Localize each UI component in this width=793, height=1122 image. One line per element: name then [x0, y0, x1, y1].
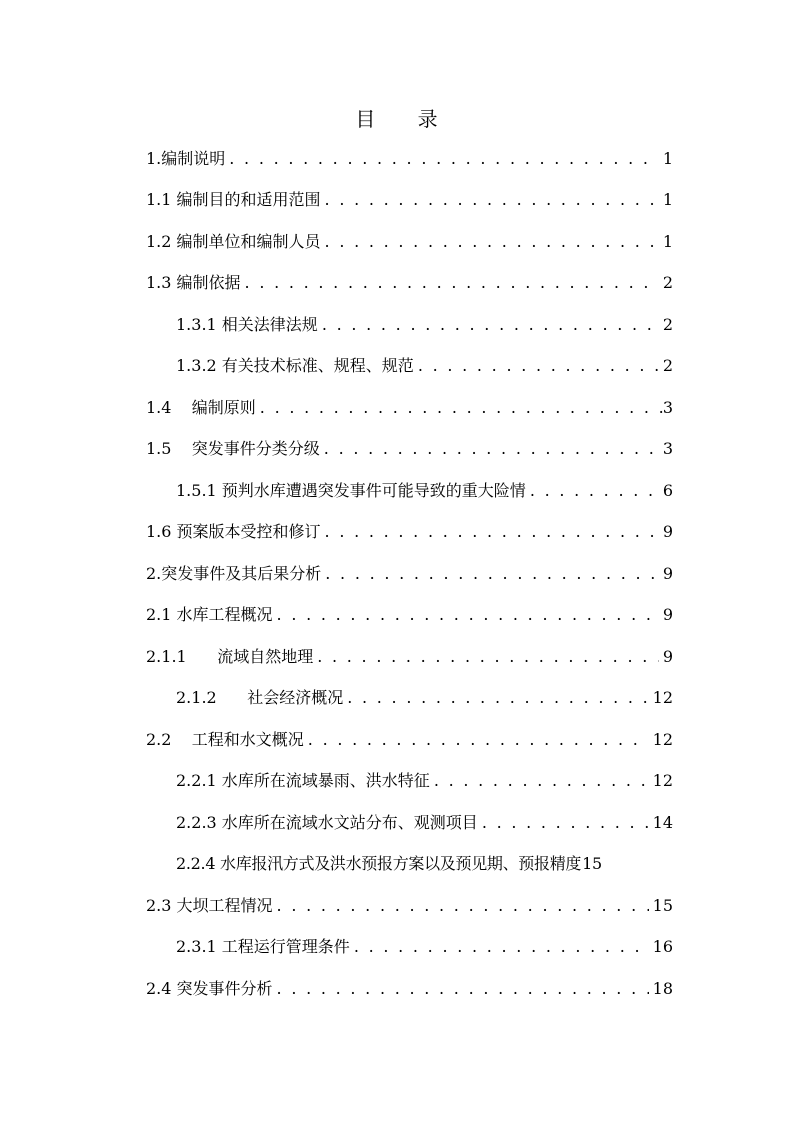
toc-entry-page: 12: [652, 771, 673, 790]
toc-entry-page: 3: [662, 398, 673, 417]
toc-entry-page: 9: [662, 647, 673, 666]
toc-leader-dots: [322, 314, 659, 336]
toc-entry[interactable]: [146, 231, 673, 253]
toc-leader-dots: [277, 895, 649, 917]
toc-entry-label: 2.2 工程和水文概况: [146, 730, 304, 749]
toc-entry-page: 12: [652, 688, 673, 707]
toc-entry-page: 15: [582, 854, 602, 873]
toc-entry-label: 2.3.1 工程运行管理条件: [176, 937, 350, 956]
toc-leader-dots: [418, 355, 659, 377]
toc-entry-label: 2.3 大坝工程情况: [146, 896, 273, 915]
toc-entry[interactable]: [146, 978, 673, 1000]
toc-leader-dots: [260, 397, 663, 419]
page-title: 目 录: [355, 107, 456, 131]
toc-leader-dots: [482, 812, 649, 834]
toc-entry-label: 2.4 突发事件分析: [146, 979, 273, 998]
toc-entry-page: 15: [652, 896, 673, 915]
toc-leader-dots: [229, 148, 659, 170]
toc-entry[interactable]: [146, 563, 673, 585]
toc-entry[interactable]: [146, 272, 673, 294]
toc-leader-dots: [325, 563, 659, 585]
toc-entry-label: 1.6 预案版本受控和修订: [146, 522, 321, 541]
toc-entry-page: 1: [662, 149, 673, 168]
toc-entry[interactable]: [146, 189, 673, 211]
toc-leader-dots: [530, 480, 659, 502]
toc-entry-label: 1.5 突发事件分类分级: [146, 439, 320, 458]
toc-entry[interactable]: [176, 314, 673, 336]
toc-leader-dots: [347, 687, 648, 709]
toc-leader-dots: [324, 438, 659, 460]
toc-entry[interactable]: [146, 521, 673, 543]
toc-entry-page: 9: [662, 605, 673, 624]
toc-leader-dots: [434, 770, 649, 792]
toc-leader-dots: [325, 231, 663, 253]
toc-entry[interactable]: [146, 604, 673, 626]
toc-entry-label: 2.1.1 流域自然地理: [146, 647, 314, 666]
toc-entry[interactable]: [146, 438, 673, 460]
toc-entry-page: 2: [662, 273, 673, 292]
toc-leader-dots: [277, 978, 649, 1000]
toc-entry-page: 9: [662, 522, 673, 541]
toc-entry-label: 2.1.2 社会经济概况: [176, 688, 344, 707]
toc-entry[interactable]: [146, 148, 673, 170]
toc-entry[interactable]: [176, 853, 677, 875]
toc-entry[interactable]: [146, 729, 673, 751]
toc-entry[interactable]: [176, 770, 673, 792]
toc-entry-label: 1.5.1 预判水库遭遇突发事件可能导致的重大险情: [176, 481, 526, 500]
toc-leader-dots: [317, 646, 659, 668]
toc-entry[interactable]: [176, 687, 673, 709]
toc-entry-page: 14: [652, 813, 673, 832]
toc-entry[interactable]: [176, 812, 673, 834]
toc-entry-label: 1.2 编制单位和编制人员: [146, 232, 321, 251]
toc-entry-label: 2.突发事件及其后果分析: [146, 564, 322, 583]
toc-entry-page: 16: [652, 937, 673, 956]
toc-entry-page: 6: [662, 481, 673, 500]
toc-entry-page: 2: [662, 356, 673, 375]
toc-entry-label: 2.2.1 水库所在流域暴雨、洪水特征: [176, 771, 430, 790]
toc-entry-page: 9: [662, 564, 673, 583]
toc-entry[interactable]: [146, 646, 673, 668]
toc-entry-page: 3: [662, 439, 673, 458]
toc-entry[interactable]: [176, 480, 673, 502]
toc-leader-dots: [245, 272, 659, 294]
toc-entry[interactable]: [146, 397, 673, 419]
toc-leader-dots: [277, 604, 659, 626]
toc-leader-dots: [325, 521, 663, 543]
toc-entry-page: 1: [662, 232, 673, 251]
toc-entry-label: 2.2.3 水库所在流域水文站分布、观测项目: [176, 813, 478, 832]
toc-entry[interactable]: [146, 895, 673, 917]
toc-leader-dots: [308, 729, 649, 751]
toc-entry-label: 1.3.1 相关法律法规: [176, 315, 318, 334]
toc-entry-label: 1.4 编制原则: [146, 398, 256, 417]
toc-entry-label: 1.编制说明: [146, 149, 226, 168]
toc-entry-page: 2: [662, 315, 673, 334]
toc-entry[interactable]: [176, 355, 673, 377]
toc-entry-label: 1.3 编制依据: [146, 273, 241, 292]
toc-entry-page: 1: [662, 190, 673, 209]
toc-entry-label: 2.1 水库工程概况: [146, 605, 273, 624]
toc-leader-dots: [325, 189, 659, 211]
toc-entry-label: 1.1 编制目的和适用范围: [146, 190, 321, 209]
toc-entry-label: 1.3.2 有关技术标准、规程、规范: [176, 356, 414, 375]
toc-leader-dots: [354, 936, 649, 958]
toc-entry-page: 12: [652, 730, 673, 749]
toc-entry-page: 18: [652, 979, 673, 998]
toc-entry-label: 2.2.4 水库报汛方式及洪水预报方案以及预见期、预报精度: [176, 854, 582, 873]
toc-entry[interactable]: [176, 936, 673, 958]
